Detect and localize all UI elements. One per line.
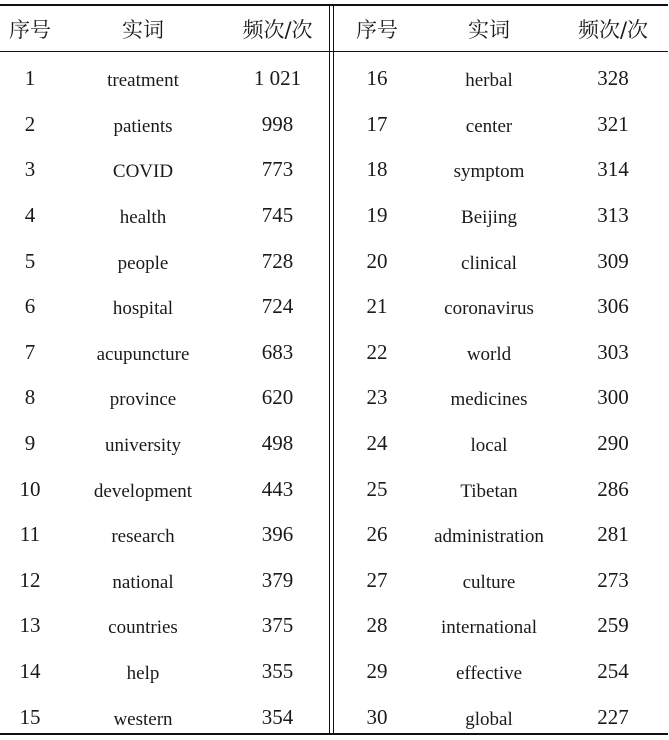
row-word: administration [434,526,544,548]
row-number: 2 [24,111,36,136]
table-row [0,466,329,512]
row-number: 13 [19,613,41,638]
row-word: university [105,435,181,457]
row-frequency: 396 [261,522,294,547]
header-word: 实词 [122,17,164,42]
row-number: 25 [366,476,388,501]
row-word: development [93,480,193,502]
row-frequency: 328 [597,66,629,91]
row-frequency: 998 [261,111,294,136]
header-word: 实词 [468,17,510,42]
row-frequency: 306 [597,294,629,319]
table-row [0,512,329,558]
table-row [0,330,329,376]
table-row [334,193,668,239]
row-number: 3 [24,157,36,182]
row-frequency: 227 [597,704,629,729]
row-number: 27 [366,567,388,592]
table-row [334,375,668,421]
row-frequency: 281 [597,522,629,547]
row-number: 1 [24,66,36,91]
column-divider-left [329,4,330,735]
row-frequency: 309 [597,248,629,273]
row-frequency: 303 [597,339,629,364]
row-number: 14 [19,659,41,684]
row-frequency: 354 [261,704,294,729]
row-number: 20 [366,248,388,273]
row-word: local [470,435,508,457]
row-number: 22 [366,339,388,364]
table-row [0,558,329,604]
row-word: coronavirus [444,298,534,320]
row-word: center [465,115,513,137]
row-number: 7 [24,339,36,364]
row-word: help [126,663,160,685]
row-frequency: 443 [261,476,294,501]
table-header-row [0,6,329,51]
left-table-half [0,4,329,735]
table-row [0,56,329,102]
row-frequency: 773 [261,157,294,182]
row-frequency: 286 [597,476,629,501]
row-word: people [117,252,169,274]
table-row [334,56,668,102]
row-frequency: 259 [597,613,629,638]
row-word: province [109,389,177,411]
row-number: 26 [366,522,388,547]
row-number: 17 [366,111,388,136]
row-number: 8 [24,385,36,410]
row-frequency: 498 [261,431,294,456]
row-word: effective [455,663,523,685]
row-number: 28 [366,613,388,638]
table-row [0,147,329,193]
row-word: treatment [107,70,179,92]
table-row [334,102,668,148]
row-word: patients [113,115,173,137]
table-row [0,284,329,330]
header-number: 序号 [9,17,51,42]
table-row [334,649,668,695]
row-word: world [466,343,512,365]
header-frequency: 频次/次 [242,17,313,42]
row-frequency: 321 [597,111,629,136]
row-word: research [111,526,175,548]
row-frequency: 314 [597,157,629,182]
row-word: clinical [461,252,517,274]
right-table-half [334,4,668,735]
row-frequency: 355 [261,659,294,684]
row-frequency: 375 [261,613,294,638]
row-number: 4 [24,203,36,228]
table-row [334,284,668,330]
table-row [334,466,668,512]
table-row [334,238,668,284]
row-word: COVID [112,161,174,183]
table-row [0,694,329,740]
row-number: 9 [24,431,36,456]
row-frequency: 724 [261,294,294,319]
row-number: 11 [19,522,41,547]
row-number: 10 [19,476,41,501]
table-row [0,649,329,695]
header-frequency: 频次/次 [577,17,649,42]
row-number: 16 [366,66,388,91]
row-word: global [465,708,513,730]
row-word: acupuncture [96,343,190,365]
row-number: 15 [19,704,41,729]
table-row [334,694,668,740]
table-row [334,421,668,467]
row-word: herbal [465,70,513,92]
row-number: 30 [366,704,388,729]
row-word: countries [108,617,178,639]
row-frequency: 273 [597,567,629,592]
row-word: medicines [450,389,528,411]
row-word: symptom [453,161,525,183]
header-number: 序号 [356,17,398,42]
row-frequency: 254 [597,659,629,684]
row-number: 19 [366,203,388,228]
row-frequency: 620 [261,385,294,410]
table-row [0,102,329,148]
table-row [334,330,668,376]
row-word: culture [462,571,516,593]
table-row [0,375,329,421]
table-row [334,512,668,558]
row-frequency: 290 [597,431,629,456]
row-word: Tibetan [460,480,518,502]
row-word: international [440,617,538,639]
row-number: 21 [366,294,388,319]
row-frequency: 300 [597,385,629,410]
row-frequency: 683 [261,339,294,364]
row-number: 23 [366,385,388,410]
row-number: 5 [24,248,36,273]
row-word: Beijing [461,207,517,229]
row-number: 6 [24,294,36,319]
table-row [0,603,329,649]
table-header-row [334,6,668,51]
row-word: health [119,207,167,229]
row-word: national [112,571,174,593]
row-frequency: 313 [597,203,629,228]
row-number: 29 [366,659,388,684]
row-number: 12 [19,567,41,592]
table-row [334,147,668,193]
row-frequency: 1 021 [253,66,302,91]
table-row [334,603,668,649]
row-number: 24 [366,431,388,456]
row-word: western [113,708,173,730]
table-row [0,193,329,239]
row-frequency: 745 [261,203,294,228]
table-row [0,238,329,284]
table-row [0,421,329,467]
row-frequency: 379 [261,567,294,592]
row-number: 18 [366,157,388,182]
word-frequency-table [0,4,668,735]
row-word: hospital [112,298,174,320]
row-frequency: 728 [261,248,294,273]
table-row [334,558,668,604]
